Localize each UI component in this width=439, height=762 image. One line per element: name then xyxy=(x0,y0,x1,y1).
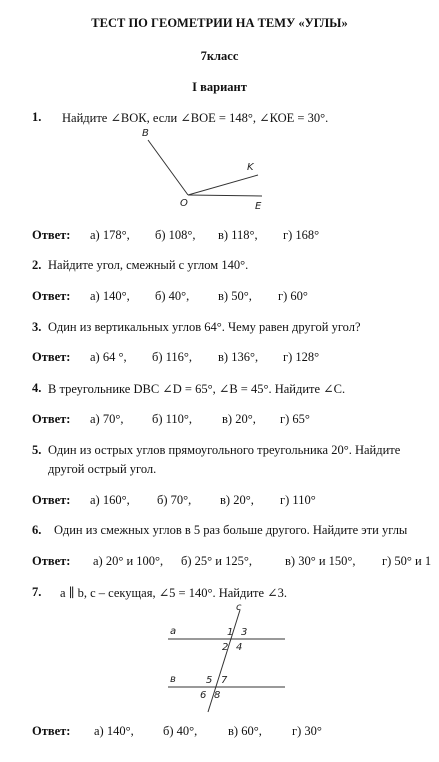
question-6-number: 6. xyxy=(32,523,42,537)
angle-4-label: 4 xyxy=(236,642,243,653)
answer-6-label: Ответ: xyxy=(32,554,71,568)
point-k-label: K xyxy=(247,162,254,173)
answer-6-option-v: в) 30° и 150°, xyxy=(285,554,356,568)
answer-4-option-g: г) 65° xyxy=(280,412,310,426)
question-5-text: Один из острых углов прямоугольного треугольника 20°. Найдите xyxy=(48,443,401,457)
answer-7-option-b: б) 40°, xyxy=(163,724,198,738)
answer-5-label: Ответ: xyxy=(32,493,71,507)
variant-label: I вариант xyxy=(192,80,247,94)
answer-3-label: Ответ: xyxy=(32,350,71,364)
angle-1-label: 1 xyxy=(227,627,234,638)
question-3-text: Один из вертикальных углов 64°. Чему равен другой угол? xyxy=(48,320,361,334)
angle-3-label: 3 xyxy=(241,627,248,638)
answer-3-option-v: в) 136°, xyxy=(218,350,259,364)
page-title: ТЕСТ ПО ГЕОМЕТРИИ НА ТЕМУ «УГЛЫ» xyxy=(91,16,348,30)
point-e-label: E xyxy=(255,201,262,212)
grade-label: 7класс xyxy=(200,49,239,63)
answer-3-option-a: а) 64 °, xyxy=(90,350,127,364)
answer-5-option-b: б) 70°, xyxy=(157,493,192,507)
answer-2-option-v: в) 50°, xyxy=(218,289,252,303)
question-5-text-line2: другой острый угол. xyxy=(48,462,157,476)
answer-6-option-g: г) 50° и 1 xyxy=(382,554,432,568)
answer-6-option-b: б) 25° и 125°, xyxy=(181,554,252,568)
point-o-label: O xyxy=(180,198,188,209)
answer-7-label: Ответ: xyxy=(32,724,71,738)
question-4-number: 4. xyxy=(32,381,42,395)
answer-2-option-b: б) 40°, xyxy=(155,289,190,303)
answer-2-option-a: а) 140°, xyxy=(90,289,130,303)
question-2-text: Найдите угол, смежный с углом 140°. xyxy=(48,258,249,272)
answer-3-option-g: г) 128° xyxy=(283,350,320,364)
question-7-number: 7. xyxy=(32,585,42,599)
answer-7-option-v: в) 60°, xyxy=(228,724,262,738)
answer-5-option-v: в) 20°, xyxy=(220,493,254,507)
answer-4-option-v: в) 20°, xyxy=(222,412,256,426)
answer-2-option-g: г) 60° xyxy=(278,289,308,303)
answer-1-option-v: в) 118°, xyxy=(218,228,258,242)
answer-5-option-a: а) 160°, xyxy=(90,493,130,507)
question-2-number: 2. xyxy=(32,258,42,272)
angle-7-label: 7 xyxy=(221,675,228,686)
angle-8-label: 8 xyxy=(214,690,221,701)
question-1-text: Найдите ∠ВОК, если ∠ВОЕ = 148°, ∠КОЕ = 30°. xyxy=(62,111,329,125)
angle-5-label: 5 xyxy=(206,675,213,686)
line-a-label: a xyxy=(170,626,177,637)
answer-5-option-g: г) 110° xyxy=(280,493,316,507)
line-b-label: в xyxy=(170,674,176,685)
answer-2-label: Ответ: xyxy=(32,289,71,303)
question-6-text: Один из смежных углов в 5 раз больше другого. Найдите эти углы xyxy=(54,523,408,537)
answer-7-option-g: г) 30° xyxy=(292,724,322,738)
answer-1-option-a: а) 178°, xyxy=(90,228,130,242)
question-3-number: 3. xyxy=(32,320,42,334)
angle-2-label: 2 xyxy=(222,642,229,653)
question-7-text: a ∥ b, c – секущая, ∠5 = 140°. Найдите ∠3. xyxy=(60,586,288,600)
answer-1-option-g: г) 168° xyxy=(283,228,320,242)
point-b-label: B xyxy=(142,128,149,139)
question-1-number: 1. xyxy=(32,110,42,124)
answer-4-label: Ответ: xyxy=(32,412,71,426)
question-4-text: В треугольнике DBC ∠D = 65°, ∠B = 45°. Найдите ∠C. xyxy=(48,382,346,396)
answer-4-option-b: б) 110°, xyxy=(152,412,193,426)
answer-1-option-b: б) 108°, xyxy=(155,228,196,242)
answer-3-option-b: б) 116°, xyxy=(152,350,193,364)
question-5-number: 5. xyxy=(32,443,42,457)
answer-4-option-a: а) 70°, xyxy=(90,412,124,426)
answer-6-option-a: а) 20° и 100°, xyxy=(93,554,164,568)
answer-7-option-a: а) 140°, xyxy=(94,724,134,738)
angle-6-label: 6 xyxy=(200,690,207,701)
line-c-label: c xyxy=(236,602,242,613)
answer-1-label: Ответ: xyxy=(32,228,71,242)
